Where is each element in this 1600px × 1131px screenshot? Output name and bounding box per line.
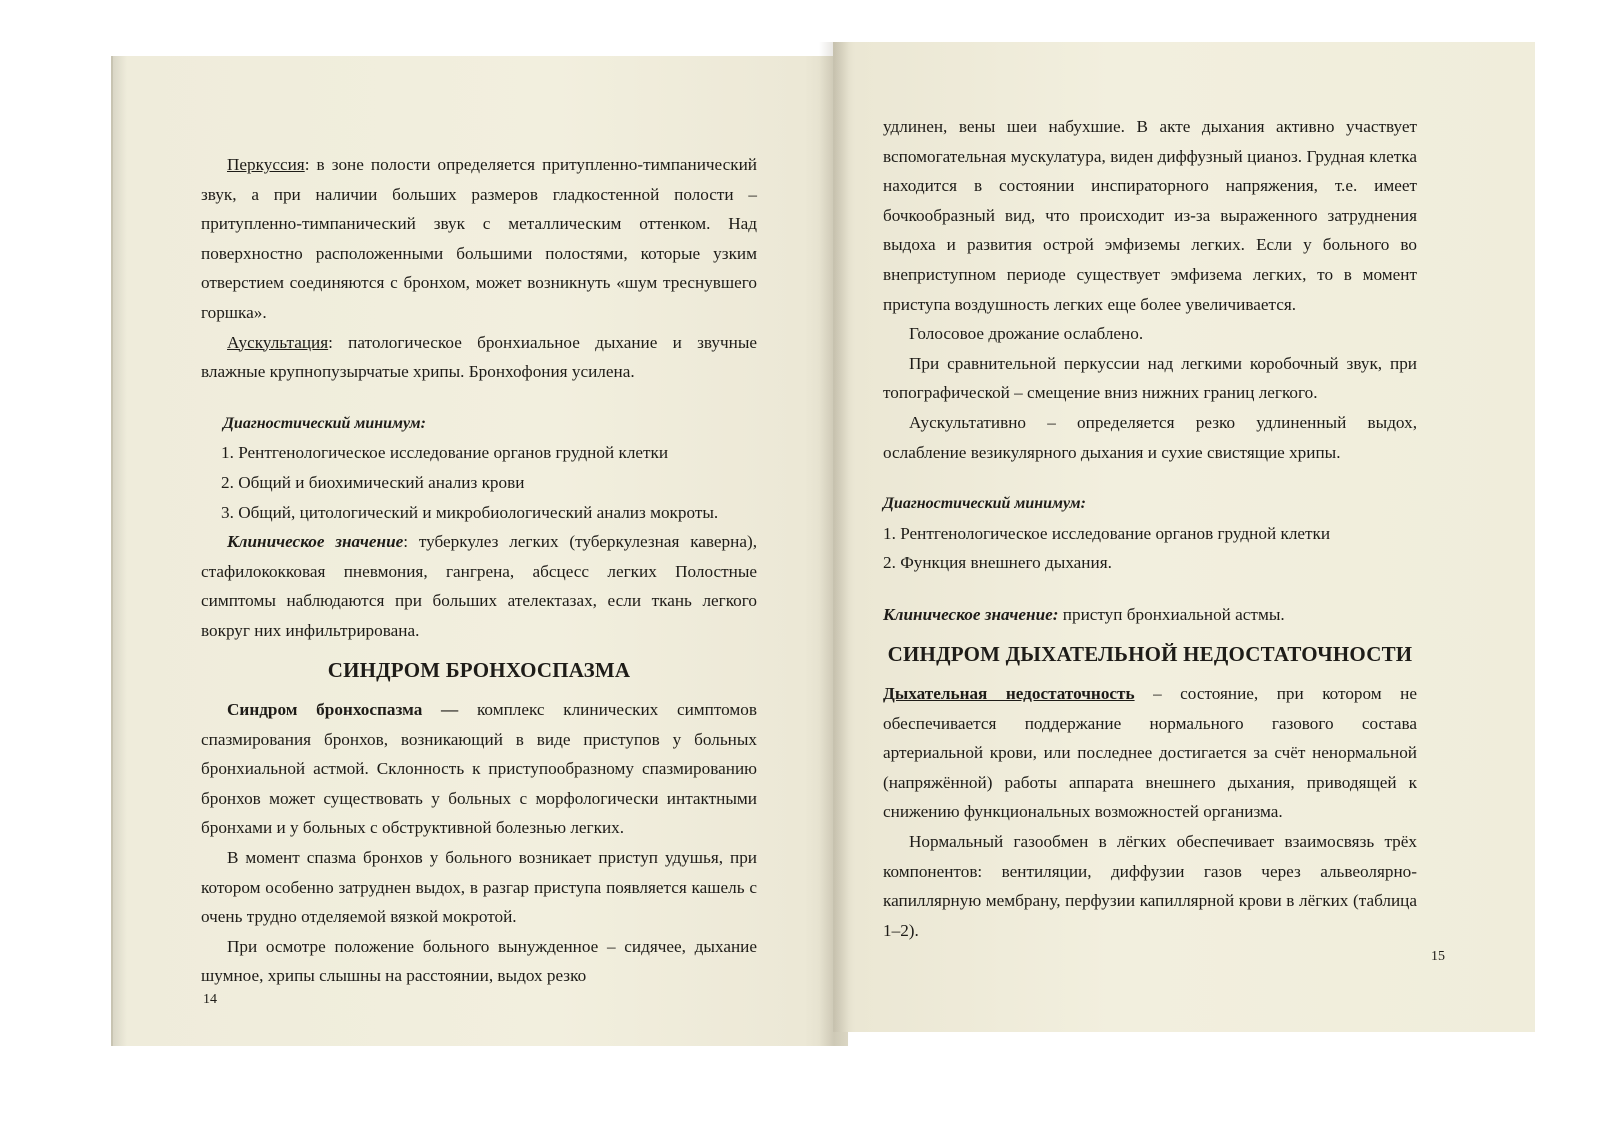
body-paragraph: Голосовое дрожание ослаблено.	[909, 324, 1144, 344]
auscultation-paragraph: Аускультация: патологическое бронхиальное дыхание и звучные влажные крупнопузырчатые хрипы. Бронхофония усилена.	[201, 332, 757, 382]
right-page	[833, 42, 1535, 1032]
diagnostic-item: 2. Общий и биохимический анализ крови	[221, 472, 525, 492]
page-number: 15	[1431, 949, 1445, 964]
left-page	[113, 56, 848, 1046]
diagnostic-item: 3. Общий, цитологический и микробиологический анализ мокроты.	[221, 502, 719, 522]
definition-paragraph: Дыхательная недостаточность – состояние, при котором не обеспечивается поддержание нормального газового состава артериальной крови, или последнее достигается за счёт ненормальной (напряжённой) работы аппарата внешнего дыхания, приводящей к снижению функциональных возможностей организма.	[883, 684, 1417, 822]
percussion-term: Перкуссия	[227, 155, 305, 174]
diagnostic-item: 2. Функция внешнего дыхания.	[883, 553, 1112, 573]
diagnostic-item: 1. Рентгенологическое исследование органов грудной клетки	[883, 523, 1331, 543]
diagnostic-minimum-title: Диагностический минимум:	[883, 495, 1086, 513]
section-heading: СИНДРОМ ДЫХАТЕЛЬНОЙ НЕДОСТАТОЧНОСТИ	[887, 641, 1413, 666]
right-page-text	[883, 112, 1417, 945]
body-paragraph: При осмотре положение больного вынужденное – сидячее, дыхание шумное, хрипы слышны на расстоянии, выдох резко	[201, 936, 757, 986]
percussion-paragraph: Перкуссия: в зоне полости определяется притупленно-тимпанический звук, а при наличии больших размеров гладкостенной полости – притупленно-тимпанический звук с металлическим оттенком. Над поверхностно расположенными большими полостями, которые узким отверстием соединяются с бронхом, может возникнуть «шум треснувшего горшка».	[201, 155, 757, 322]
clinical-significance-paragraph: Клиническое значение: приступ бронхиальной астмы.	[883, 604, 1285, 624]
section-heading: СИНДРОМ БРОНХОСПАЗМА	[327, 657, 631, 682]
clinical-significance-term: Клиническое значение:	[883, 604, 1059, 624]
page-number: 14	[203, 992, 217, 1007]
book-spine	[819, 42, 849, 1046]
definition-paragraph: Синдром бронхоспазма — комплекс клинических симптомов спазмирования бронхов, возникающий в виде приступов у больных бронхиальной астмой. Склонность к приступообразному спазмированию бронхов может существовать у больных с морфологически интактными бронхами и у больных с обструктивной болезнью легких.	[201, 700, 757, 838]
clinical-significance-term: Клиническое значение	[227, 532, 404, 552]
definition-term: Синдром бронхоспазма —	[227, 700, 459, 720]
diagnostic-item: 1. Рентгенологическое исследование органов грудной клетки	[221, 443, 669, 463]
body-paragraph: удлинен, вены шеи набухшие. В акте дыхания активно участвует вспомогательная мускулатура, виден диффузный цианоз. Грудная клетка находится в состоянии инспираторного напряжения, т.е. имеет бочкообразный вид, что происходит из-за выраженного затруднения выдоха и развития острой эмфиземы легких. Если у больного во внеприступном периоде существует эмфизема легких, то в момент приступа воздушность легких еще более увеличивается.	[883, 117, 1417, 314]
body-paragraph: В момент спазма бронхов у больного возникает приступ удушья, при котором особенно затруднен выдох, в разгар приступа появляется кашель с очень трудно отделяемой вязкой мокротой.	[201, 848, 757, 927]
body-paragraph: Нормальный газообмен в лёгких обеспечивает взаимосвязь трёх компонентов: вентиляции, диффузии газов через альвеолярно-капиллярную мембрану, перфузии капиллярной крови в лёгких (таблица 1–2).	[883, 832, 1417, 940]
auscultation-term: Аускультация	[227, 332, 329, 352]
definition-term: Дыхательная недостаточность	[883, 684, 1135, 704]
body-paragraph: Аускультативно – определяется резко удлиненный выдох, ослабление везикулярного дыхания и сухие свистящие хрипы.	[883, 412, 1417, 462]
body-paragraph: При сравнительной перкуссии над легкими коробочный звук, при топографической – смещение вниз нижних границ легкого.	[883, 353, 1417, 403]
clinical-significance-paragraph: Клиническое значение: туберкулез легких (туберкулезная каверна), стафилококковая пневмония, гангрена, абсцесс легких Полостные симптомы наблюдаются при больших ателектазах, если ткань легкого вокруг них инфильтрирована.	[201, 532, 757, 640]
left-page-text	[201, 150, 757, 991]
diagnostic-minimum-title: Диагностический минимум:	[223, 414, 426, 432]
book-spread	[113, 42, 1535, 1042]
